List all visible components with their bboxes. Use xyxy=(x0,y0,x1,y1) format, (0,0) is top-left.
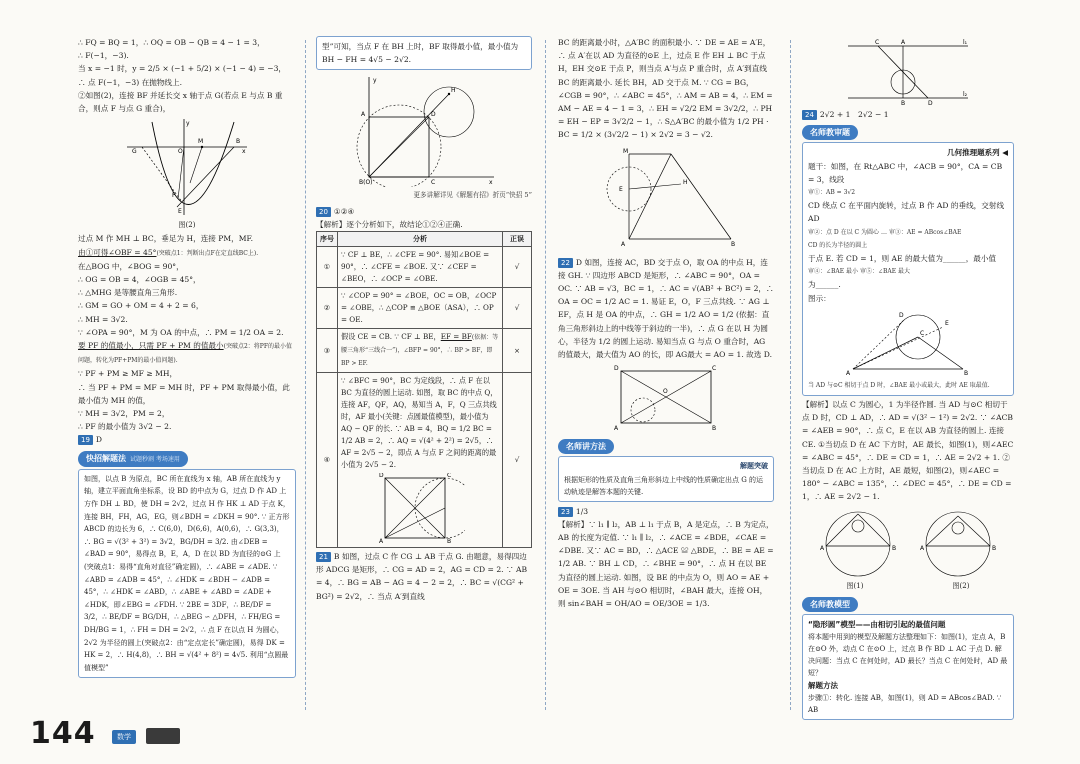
column-3 xyxy=(558,36,774,726)
text-line: ∴ 当 PF + PM = MF = MH 时，PF + PM 取得最小值，此最小值为 MH 的值， xyxy=(78,382,290,405)
row-number: ① xyxy=(317,247,338,288)
svg-text:O: O xyxy=(663,388,668,396)
svg-text:E: E xyxy=(178,208,182,216)
note: (突破点2：将PF的最小值问题，转化为PF+PM的最小值问题). xyxy=(78,343,292,365)
teacher-method-title: 名师讲方法 xyxy=(558,439,614,454)
question-number: 19 xyxy=(78,435,93,445)
page-number: 144 xyxy=(30,716,96,751)
figure-note: 当 AD 与⊙C 相切于点 D 时，∠BAE 最小或最大，此时 AE 取最值. xyxy=(808,381,990,389)
text-line: ∴ F(−1，−3). xyxy=(78,51,129,61)
text-line: ∴ 点 F(−1，−3) 在抛物线上. xyxy=(78,77,182,87)
prompt-line: 于点 E. 若 CD = 1，则 AE 的最大值为______，最小值 xyxy=(808,254,997,264)
review-box-title: 名师教审题 xyxy=(802,125,858,140)
svg-text:A: A xyxy=(920,544,925,552)
column-divider xyxy=(790,40,791,710)
question-number: 20 xyxy=(316,207,331,217)
text-line: 由①可得∠OBF = 45° xyxy=(78,247,157,257)
figure-captions xyxy=(802,580,1014,593)
svg-text:E: E xyxy=(945,319,949,327)
table-row xyxy=(317,247,532,288)
model-text: 将本题中用到的模型及解题方法整理如下：如图(1)，定点 A，B 在⊙O 外，动点 C 在⊙O 上，过点 B 作 BD ⊥ AC 于点 D. 解决问题：当点 C 在何处时，AD 最长？当点 C 在何处时，AD 最短？ xyxy=(808,633,1008,678)
column-header: 序号 xyxy=(317,232,338,247)
figure-square-circle xyxy=(349,72,499,187)
row-number: ③ xyxy=(317,329,338,373)
column-4 xyxy=(802,36,1014,736)
table-row xyxy=(317,373,532,548)
text-line: ②如图(2)，连接 BF 并延长交 x 轴于点 G(若点 E 与点 B 重合，则点 F 与点 G 重合)， xyxy=(78,90,283,114)
prompt-note: 审②：点 D 在以 C 为圆心 … 审③：AE = ABcos∠BAE xyxy=(808,228,962,236)
analysis-intro: 【解析】逐个分析如下，故结论①②④正确. xyxy=(316,219,463,229)
model-box-title: 名师教模型 xyxy=(802,597,858,612)
prompt-line: CD 绕点 C 在平面内旋转，过点 B 作 AD 的垂线，交射线 AD xyxy=(808,201,1005,224)
svg-text:x: x xyxy=(489,179,493,187)
svg-text:D: D xyxy=(899,311,904,319)
text-block: BC 的距离最小时，△A′BC 的面积最小. ∵ DE = AE = A′E，∴ 点 A′在以 AD 为直径的⊙E 上，过点 E 作 EH ⊥ BC 于点 H，EH 交⊙E 于点 P，则当点 A′与点 P 重合时，点 A′到直线 BC 的距离最小. 延长 BH，AD 交于点 M. ∵ CG = BG，∠CGB = 90°，∴ ∠ABC = 45°，∴ AM = AB = 4，∴ EM = AM − AE = 4 − 1 = 3，∴ EH = √2/2 EM = 3√2/2，∴ PH = EH − EP = 3√2/2 − 1，∴ S△A′BC 的最小值为 1/2 PH · BC = 1/2 × (3√2/2 − 1) × 2√2 = 3 − √2. xyxy=(558,38,773,140)
column-header: 分析 xyxy=(338,232,503,247)
brand-logo xyxy=(146,728,180,744)
svg-text:A: A xyxy=(361,111,366,119)
svg-text:C: C xyxy=(920,329,925,337)
row-analysis: ∵ ∠COP = 90° = ∠BOE，OC = OB，∠OCP = ∠OBE，∴ △COP ≌ △BOE（ASA），∴ OP = OE. xyxy=(338,288,503,329)
text-line: ∴ MH = 3√2. xyxy=(78,314,128,324)
svg-text:G: G xyxy=(132,148,137,156)
question-number: 23 xyxy=(558,507,573,517)
figure-rectangle xyxy=(611,363,721,433)
svg-text:B: B xyxy=(712,425,717,433)
method-heading: 解题方法 xyxy=(808,681,838,691)
row-number: ④ xyxy=(317,373,338,548)
question-number: 22 xyxy=(558,258,573,268)
column-header: 正误 xyxy=(503,232,532,247)
answer: 2√2 + 1 xyxy=(819,110,851,119)
svg-text:B: B xyxy=(992,544,997,552)
svg-text:l₂: l₂ xyxy=(963,91,968,98)
text-line: 过点 M 作 MH ⊥ BC，垂足为 H，连接 PM，MF. xyxy=(78,234,254,244)
text-block: 【解析】∵ l₁ ∥ l₂，AB ⊥ l₁ 于点 B，A 是定点，∴ B 为定点，AB 的长度为定值. ∵ l₁ ∥ l₂，∴ ∠ACE = ∠BDE，∠CAE = ∠DBE. 又∵ AC = BD，∴ △ACE ≌ △BDE，∴ BE = AE = 1/2 AB. ∵ BH ⊥ CD，∴ ∠BHE = 90°，∴ 点 H 在以 BE 为直径的圆上运动. 如图，设 BE 的中点为 O，则 AO = AE + OE = 3OE. 当 AH 与⊙O 相切时，∠BAH 最大，连接 OH，则 sin∠BAH = OH/AO = OE/3OE = 1/3. xyxy=(558,519,774,609)
table-row xyxy=(317,288,532,329)
analysis-table xyxy=(316,231,532,548)
model-heading: “隐形圆”模型——由相切引起的最值问题 xyxy=(808,620,946,630)
svg-text:A: A xyxy=(614,425,619,433)
prompt-line: 题干：如图，在 Rt△ABC 中，∠ACB = 90°，CA = CB = 3，线段 xyxy=(808,161,1003,184)
text-line: ∴ GM = GO + OM = 4 + 2 = 6， xyxy=(78,301,204,311)
svg-text:C: C xyxy=(875,39,880,46)
svg-text:A: A xyxy=(621,240,626,248)
svg-text:H: H xyxy=(683,178,688,186)
question-number: 21 xyxy=(316,552,331,562)
text-line: 当 x = −1 时，y = 2/5 × (−1 + 5/2) × (−1 − 4) = −3， xyxy=(78,64,287,74)
svg-text:M: M xyxy=(198,138,204,146)
svg-text:A: A xyxy=(820,544,825,552)
subject-tag: 数学 xyxy=(112,730,136,744)
svg-text:E: E xyxy=(619,185,623,193)
solution-text: 【解析】以点 C 为圆心，1 为半径作圆. 当 AD 与⊙C 相切于点 D 时，CD ⊥ AD，∴ AD = √(3² − 1²) = 2√2. ∵ ∠ACB = ∠AEB = 90°，∴ 点 C，E 在以 AB 为直径的圆上. 连接 CE. ①当切点 D 在 AC 下方时，AE 最长，如图(1)，则∠AEC = ∠ABC = 45°，∴ DE = CD = 1，∴ AE = 2√2 + 1. ②当切点 D 在 AC 上方时，AE 最短，如图(2)，则∠AEC = 180° − ∠ABC = 135°，∴ ∠DEC = 45°，∴ DE = CD = 1，∴ AE = 2√2 − 1. xyxy=(802,400,1014,502)
row-mark: √ xyxy=(503,373,532,548)
text-line: 要 PF 的值最小，只需 PF + PM 的值最小 xyxy=(78,341,224,351)
model-box xyxy=(802,614,1014,720)
svg-text:l₁: l₁ xyxy=(963,39,968,46)
figure-parabola xyxy=(122,117,252,217)
figure-label: 图示： xyxy=(808,293,831,303)
svg-text:A: A xyxy=(901,39,906,46)
svg-text:D: D xyxy=(379,473,384,480)
svg-text:B: B xyxy=(447,538,452,544)
svg-text:B: B xyxy=(731,240,736,248)
svg-text:B: B xyxy=(236,138,241,146)
svg-text:x: x xyxy=(242,148,246,156)
figure-parallel-lines xyxy=(843,38,973,106)
column-2 xyxy=(316,36,532,726)
row-analysis: ∵ ∠BFC = 90°，BC 为定线段，∴ 点 F 在以 BC 为直径的圆上运动. 如图，取 BC 的中点 Q，连接 AF，QF，AQ，易知当 A，F，Q 三点共线时，AF 最小(关键：点圆最值模型)，最小值为 AQ − QF 的长. ∵ AB = 4，BQ = 1/2 BC = 1/2 AB = 2，∴ AQ = √(4² + 2²) = 2√5，∴ AF = 2√5 − 2，即点 A 与点 F 之间的距离的最小值为 2√5 − 2. D C A B xyxy=(338,373,503,548)
figure-caption: 图(2) xyxy=(178,221,196,230)
answer: 1/3 xyxy=(575,506,589,516)
text-line: ∵ PF + PM ≥ MF ≥ MH， xyxy=(78,369,178,379)
svg-text:D: D xyxy=(928,100,933,106)
svg-text:O: O xyxy=(178,148,183,156)
row-analysis: 假设 CE = CB. ∵ CF ⊥ BE，EF = BF(依据：等腰三角形“三线合一”)，∠BFP = 90°，∴ BP > BF，即 BP > EF. xyxy=(338,329,503,373)
svg-text:B: B xyxy=(964,369,969,377)
row-analysis: ∵ CF ⊥ BE，∴ ∠CFE = 90°. 易知∠BOE = 90°，∴ ∠CFE = ∠BOE. 又∵ ∠CEF = ∠BEO，∴ ∠OCP = ∠OBE. xyxy=(338,247,503,288)
svg-text:D: D xyxy=(431,111,436,119)
svg-text:B: B xyxy=(901,100,906,106)
method-step: 步骤①：转化. 连接 AB，如图(1)，则 AD = ABcos∠BAD. ∵ AB xyxy=(808,694,1002,715)
box-text: 根据矩形的性质及直角三角形斜边上中线的性质确定出点 G 的运动轨迹是解答本题的关键. xyxy=(564,475,764,496)
text-line: ∵ ∠OPA = 90°，M 为 OA 的中点，∴ PM = 1/2 OA = 2. xyxy=(78,327,284,337)
table-row xyxy=(317,329,532,373)
row-mark: × xyxy=(503,329,532,373)
method-box-tag: 试题秒割 考场速用 xyxy=(130,455,180,463)
figure-trapezoid-circle xyxy=(591,144,741,254)
svg-text:F: F xyxy=(172,192,176,200)
text-line: ∴ PF 的最小值为 3√2 − 2. xyxy=(78,422,172,432)
svg-text:M: M xyxy=(623,147,629,155)
text-line: 如图，过点 C 作 CG ⊥ AB 于点 G. 由题意，易得四边形 ADCG 是矩形，∴ CG = AD = 2，AG = CD = 2. ∵ AB = 4，∴ BG = AB − AG = 4 − 2 = 2，∴ BC = √(CG² + BG²) = 2√2，∴ 当点 A′到直线 xyxy=(316,552,528,601)
text-line: ∴ △MHG 是等腰直角三角形. xyxy=(78,288,178,298)
method-box: 如图，以点 B 为原点，BC 所在直线为 x 轴，AB 所在直线为 y 轴，建立平面直角坐标系，设 BD 的中点为 G，过点 D 作 AD 上方作 DH ⊥ BD，使 DH = 2√2，过点 H 作 HK ⊥ AD 于点 K，连接 BH，FH，AG，EG，则∠BDH = ∠DKH = 90°. ∵ 正方形 ABCD 的边长为 6，∴ C(6,0)，D(6,6)，A(0,6)，∴ G(3,3)，∴ BG = √(3² + 3²) = 3√2，BG/DH = 3/2. 由∠DEB = ∠BAD = 90°，易得点 B，E，A，D 在以 BD 为直径的⊙G 上(突破点1：易得“直角对直径”确定圆)，∴ ∠ABE = ∠ADE. ∵ ∠ABD = ∠ADB = 45°，∴ ∠HDK = ∠BDH − ∠ADB = 45°，∴ ∠HDK = ∠ABD，∴ ∠ABE + ∠ABD = ∠ADE + ∠HDK，即∠EBG = ∠FDH. ∵ 2BE = 3DF，∴ BE/DF = 3/2，∴ BE/DF = BG/DH，∴ △BEG ∽ △DFH，∴ FH/EG = DH/BG = 1，∴ FH = DH = 2√2，∴ 点 F 在以点 H 为圆心，2√2 为半径的圆上(突破点2：由“定点定长”确定圆)，易得 DK = HK = 2，∴ H(4,8)，∴ BH = √(4² + 8²) = 4√5. 利用“点圆最值模型” xyxy=(78,469,296,679)
column-1 xyxy=(78,36,296,718)
figure-caption: 图(1) xyxy=(846,581,864,590)
svg-text:A: A xyxy=(846,369,851,377)
method-box-title: 快招解题法 试题秒割 考场速用 xyxy=(78,451,188,467)
column-divider xyxy=(305,40,306,710)
svg-text:y: y xyxy=(186,120,190,128)
continued-box: 型”可知，当点 F 在 BH 上时，BF 取得最小值，最小值为 BH − FH = 4√5 − 2√2. xyxy=(316,36,532,70)
box-tag: 几何推理题系列 ◀ xyxy=(947,148,1008,158)
more-info-note: 更多讲解详见《解题有招》折页“快招 5” xyxy=(413,191,532,200)
text-line: 如图，连接 AC，BD 交于点 O，取 OA 的中点 H，连接 GH. ∵ 四边形 ABCD 是矩形，∴ ∠ABC = 90°，OA = OC. ∵ AB = √3，BC = 1，∴ AC = √(AB² + BC²) = 2，∴ OA = OC = 1/2 AC = 1. 易证 E，O，F 三点共线. ∵ AG ⊥ EF，点 H 是 OA 的中点，∴ GH = 1/2 AO = 1/2 (依据：直角三角形斜边上的中线等于斜边的一半)，∴ 点 G 在以 H 为圆心，半径为 1/2 的圆上运动. 易知当点 G 与点 O 重合时，AG 的值最大，最大值为 AO 的长，即 AG最大 = AO = 1. 故选 D. xyxy=(558,257,774,360)
prompt-note: 审①：AB = 3√2 xyxy=(808,189,856,197)
row-mark: √ xyxy=(503,288,532,329)
svg-text:B: B xyxy=(892,544,897,552)
svg-text:B(O): B(O) xyxy=(359,179,373,187)
answer: ①②④ xyxy=(333,206,355,216)
answer: B xyxy=(333,552,340,562)
figure-two-cases xyxy=(808,506,1008,578)
svg-text:y: y xyxy=(373,77,377,85)
figure-rotating-segment xyxy=(843,307,973,377)
note: (突破点1：判断出点F在定直线BC上). xyxy=(156,249,259,257)
answer: D xyxy=(575,257,583,267)
row-number: ② xyxy=(317,288,338,329)
prompt-note: CD 的长为半径的圆上 xyxy=(808,241,868,249)
prompt-note: 审④：∠BAE 最小 审⑤：∠BAE 最大 xyxy=(808,268,911,276)
figure-caption: 图(2) xyxy=(952,581,970,590)
svg-text:H: H xyxy=(451,87,456,95)
text-line: ∵ MH = 3√2，PM = 2， xyxy=(78,409,170,419)
row-mark: √ xyxy=(503,247,532,288)
question-number: 24 xyxy=(802,110,817,120)
answer: D xyxy=(95,435,103,445)
svg-text:D: D xyxy=(614,365,619,373)
svg-text:C: C xyxy=(431,179,436,187)
answer: 2√2 − 1 xyxy=(858,110,889,119)
text-line: ∴ OG = OB = 4，∠OGB = 45°， xyxy=(78,275,201,285)
text-line: ∴ FQ = BQ = 1，∴ OQ = OB − QB = 4 − 1 = 3， xyxy=(78,38,265,47)
table-header-row xyxy=(317,232,532,247)
column-divider xyxy=(545,40,546,710)
svg-text:C: C xyxy=(712,365,717,373)
teacher-method-box xyxy=(558,456,774,501)
text-line: 在△BOG 中，∠BOG = 90°， xyxy=(78,261,184,271)
figure-square-circle-bc xyxy=(375,473,465,543)
prompt-line: 为______. xyxy=(808,280,841,290)
svg-text:A: A xyxy=(379,538,384,544)
review-box xyxy=(802,142,1014,396)
box-tag: 解题突破 xyxy=(740,462,768,471)
svg-text:C: C xyxy=(447,473,452,480)
